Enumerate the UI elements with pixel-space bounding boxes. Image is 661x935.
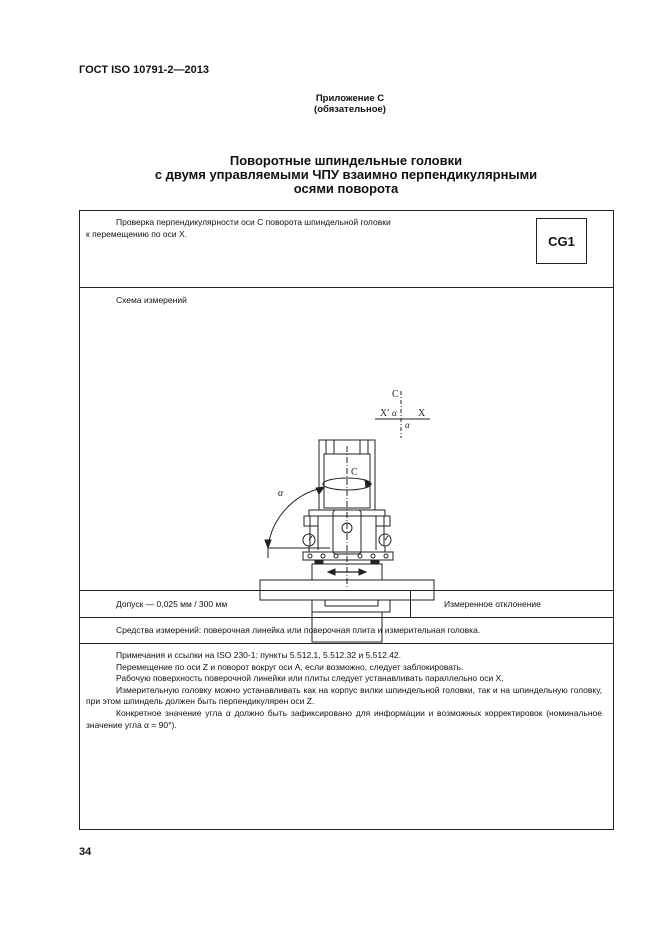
tools-row xyxy=(80,618,613,644)
alpha-angle xyxy=(265,487,330,558)
notes-row xyxy=(80,644,613,830)
note-paragraph: Конкретное значение угла α должно быть зафиксировано для информации и возможных корректировок (номинальное значение угла α = 90°). xyxy=(86,707,602,730)
check-line: Проверка перпендикулярности оси С поворота шпиндельной головки xyxy=(116,217,391,227)
note-paragraph: Измерительную головку можно устанавливать как на корпус вилки шпиндельной головки, так и на шпиндельную головку, при этом шпиндель должен быть перпендикулярен оси Z. xyxy=(86,684,602,707)
schema-row xyxy=(80,288,613,591)
standard-header: ГОСТ ISO 10791-2—2013 xyxy=(79,64,209,76)
check-description xyxy=(86,217,476,240)
measuring-tools-label: Средства измерений: поверочная линейка или поверочная плита и измерительная головка. xyxy=(116,625,481,635)
annex-title: Приложение С xyxy=(315,93,385,104)
notes-text xyxy=(86,650,602,731)
test-sheet xyxy=(79,210,614,830)
section-title xyxy=(100,154,592,196)
axis-c-label: C xyxy=(392,389,399,400)
measured-deviation-label: Измеренное отклонение xyxy=(444,599,541,609)
annex-heading xyxy=(180,93,520,115)
x-slide xyxy=(312,564,382,580)
tolerance-row xyxy=(80,591,613,618)
alpha-label: α xyxy=(278,488,284,499)
axis-x-label: X xyxy=(418,408,426,419)
section-title-line: Поворотные шпиндельные головки xyxy=(229,153,463,168)
tolerance-label: Допуск — 0,025 мм / 300 мм xyxy=(116,599,228,609)
page-number: 34 xyxy=(79,846,92,858)
note-paragraph: Примечания и ссылки на ISO 230-1: пункты 5.512.1, 5.512.32 и 5.512.42. xyxy=(116,650,402,660)
check-line: к перемещению по оси X. xyxy=(86,228,188,239)
test-code: CG1 xyxy=(548,233,575,249)
section-title-line: с двумя управляемыми ЧПУ взаимно перпендикулярными xyxy=(154,167,538,182)
check-row xyxy=(80,211,613,288)
test-code-box xyxy=(536,218,587,264)
note-paragraph: Перемещение по оси Z и поворот вокруг оси A, если возможно, следует заблокировать. xyxy=(116,661,464,672)
axis-alpha-label: α xyxy=(392,408,397,418)
note-paragraph: Рабочую поверхность поверочной линейки или плиты следует устанавливать параллельно оси X. xyxy=(116,673,504,684)
section-title-line: осями поворота xyxy=(293,181,399,196)
tolerance-divider xyxy=(410,591,411,617)
axis-alpha-label-2: α xyxy=(405,420,410,430)
axis-x-neg-label: X′ xyxy=(380,408,390,419)
spindle-housing xyxy=(319,440,375,588)
spindle-c-label: C xyxy=(351,467,358,478)
annex-status: (обязательное) xyxy=(314,104,386,115)
axis-legend xyxy=(375,389,430,438)
schema-label: Схема измерений xyxy=(116,295,187,305)
